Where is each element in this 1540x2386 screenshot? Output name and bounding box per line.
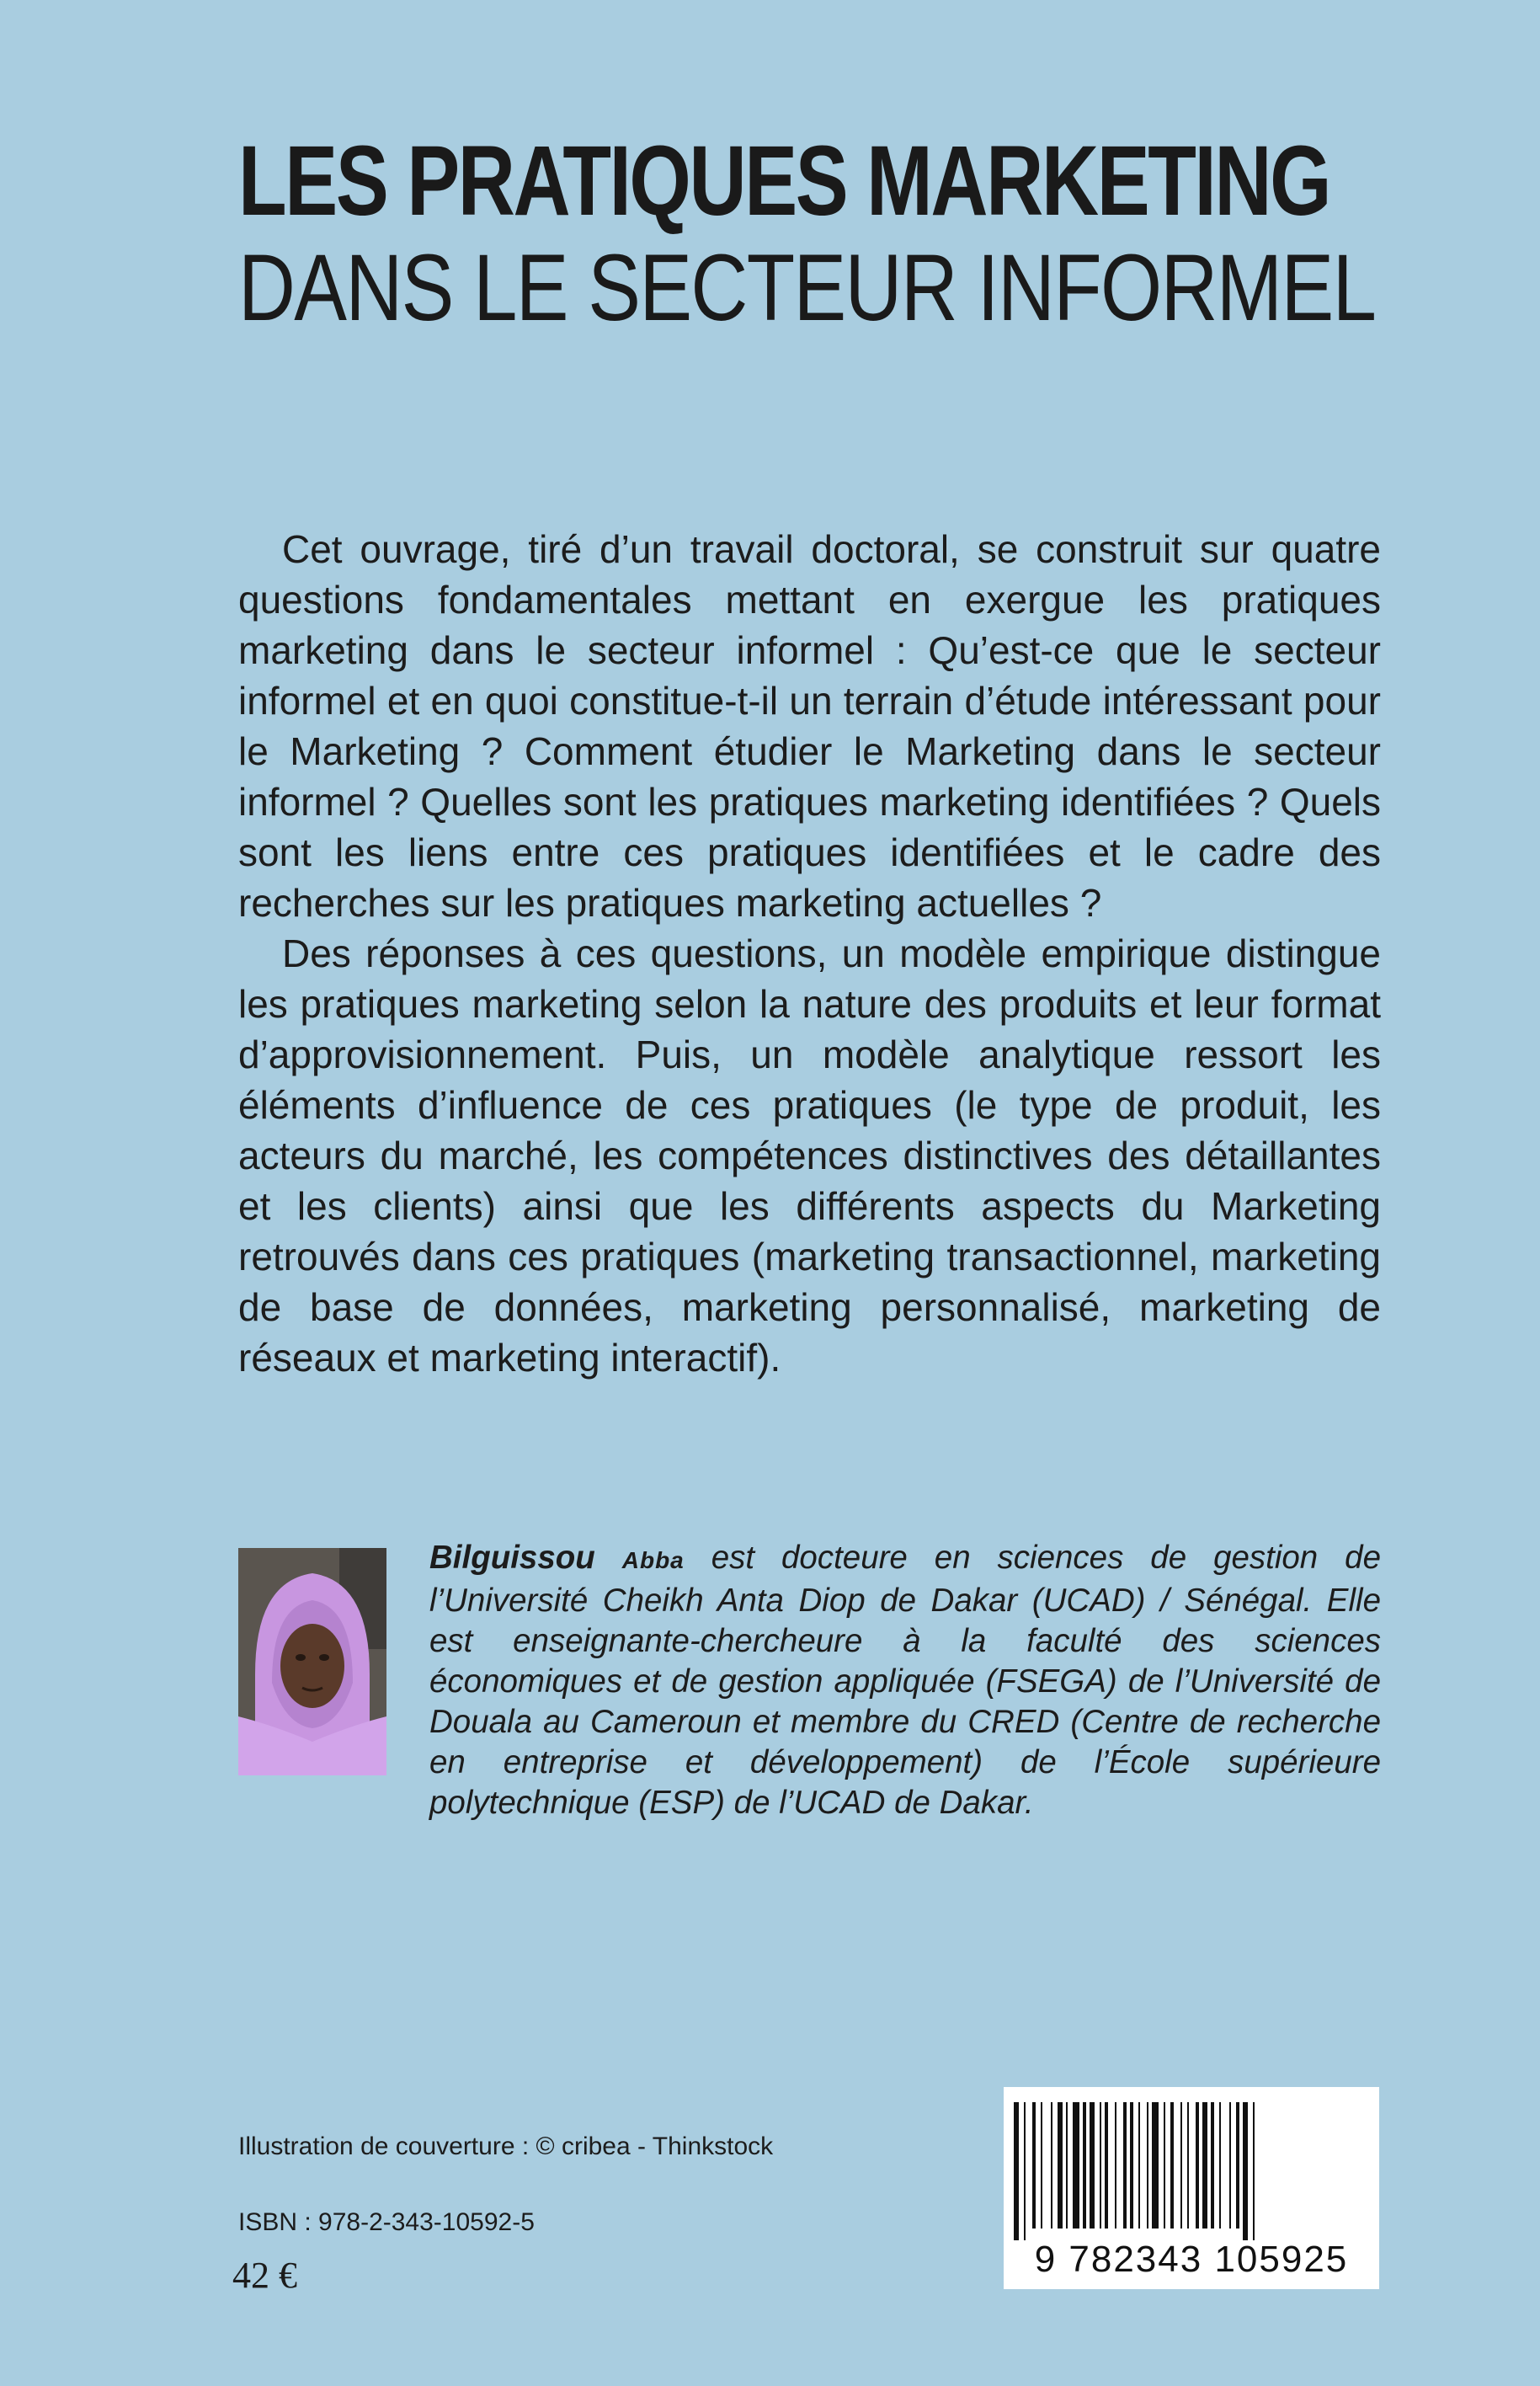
barcode-bar bbox=[1014, 2102, 1019, 2240]
barcode-bar bbox=[1115, 2102, 1116, 2229]
barcode-bar bbox=[1147, 2102, 1148, 2229]
barcode-bar bbox=[1051, 2102, 1052, 2229]
author-portrait-image bbox=[238, 1548, 386, 1775]
barcode-bar bbox=[1196, 2102, 1199, 2229]
barcode-bar bbox=[1253, 2102, 1255, 2240]
barcode-bar bbox=[1090, 2102, 1095, 2229]
blurb-paragraph-1: Cet ouvrage, tiré d’un travail doctoral, se construit sur quatre questions fondamentales mettant en exergue les pratiques marketing dans le secteur informel : Qu’est-ce que le secteur informel et en quoi constitue-t-il un terrain d’étude intéressant pour le Marketing ? Comment étudier le Marketing dans le secteur informel ? Quelles sont les pratiques marketing identifiées ? Quels sont les liens entre ces pratiques identifiées et le cadre des recherches sur les pratiques marketing actuelles ? bbox=[238, 527, 1381, 925]
barcode-bar bbox=[1024, 2102, 1026, 2240]
book-title bbox=[238, 125, 1376, 340]
barcode-bar bbox=[1032, 2102, 1036, 2229]
author-first-name: Bilguissou bbox=[429, 1540, 595, 1576]
barcode-bar bbox=[1100, 2102, 1101, 2229]
author-photo bbox=[238, 1548, 386, 1775]
barcode-bar bbox=[1105, 2102, 1108, 2229]
blurb-paragraph-2: Des réponses à ces questions, un modèle empirique distingue les pratiques marketing selon la nature des produits et leur format d’approvisionnement. Puis, un modèle analytique ressort les éléments d’influence de ces pratiques (le type de produit, les acteurs du marché, les compétences distinctives des détaillantes et les clients) ainsi que les différents aspects du Marketing retrouvés dans ces pratiques (marketing transactionnel, marketing de base de données, marketing personnalisé, marketing de réseaux et marketing interactif). bbox=[238, 931, 1381, 1380]
barcode-bar bbox=[1058, 2102, 1063, 2229]
barcode-bar bbox=[1073, 2102, 1079, 2229]
barcode-bar bbox=[1202, 2102, 1207, 2229]
isbn-barcode bbox=[1004, 2087, 1379, 2289]
barcode-bar bbox=[1229, 2102, 1231, 2229]
barcode-bar bbox=[1138, 2102, 1140, 2229]
barcode-bar bbox=[1170, 2102, 1174, 2229]
barcode-bar bbox=[1123, 2102, 1127, 2229]
barcode-bar bbox=[1243, 2102, 1248, 2240]
barcode-bar bbox=[1083, 2102, 1086, 2229]
barcode-bar bbox=[1066, 2102, 1068, 2229]
barcode-bar bbox=[1164, 2102, 1165, 2229]
barcode-bar bbox=[1180, 2102, 1182, 2229]
author-last-name: Abba bbox=[621, 1547, 685, 1573]
barcode-bar bbox=[1236, 2102, 1239, 2229]
price-label: 42 € bbox=[232, 2255, 297, 2296]
barcode-bar bbox=[1152, 2102, 1159, 2229]
barcode-bar bbox=[1219, 2102, 1221, 2229]
barcode-bar bbox=[1130, 2102, 1133, 2229]
barcode-bar bbox=[1041, 2102, 1042, 2229]
title-line-2: DANS LE SECTEUR INFORMEL bbox=[238, 235, 1376, 340]
author-bio-text: est docteure en sciences de gestion de l’Université Cheikh Anta Diop de Dakar (UCAD) / Sénégal. Elle est enseignante-chercheure à la faculté des sciences économiques et de gestion appliquée (FSEGA) de l’Université de Douala au Cameroun et membre du CRED (Centre de recherche en entreprise et développement) de l’École supérieure polytechnique (ESP) de l’UCAD de Dakar. bbox=[429, 1540, 1381, 1821]
title-line-1: LES PRATIQUES MARKETING bbox=[238, 125, 1330, 237]
back-cover-blurb bbox=[238, 524, 1381, 1383]
barcode-bar bbox=[1187, 2102, 1189, 2229]
author-bio bbox=[429, 1538, 1381, 1823]
barcode-bar bbox=[1211, 2102, 1214, 2229]
barcode-digits: 9 782343 105925 bbox=[1034, 2239, 1349, 2280]
cover-illustration-credit: Illustration de couverture : © cribea - Thinkstock bbox=[238, 2132, 774, 2160]
isbn-number: ISBN : 978-2-343-10592-5 bbox=[238, 2208, 535, 2236]
